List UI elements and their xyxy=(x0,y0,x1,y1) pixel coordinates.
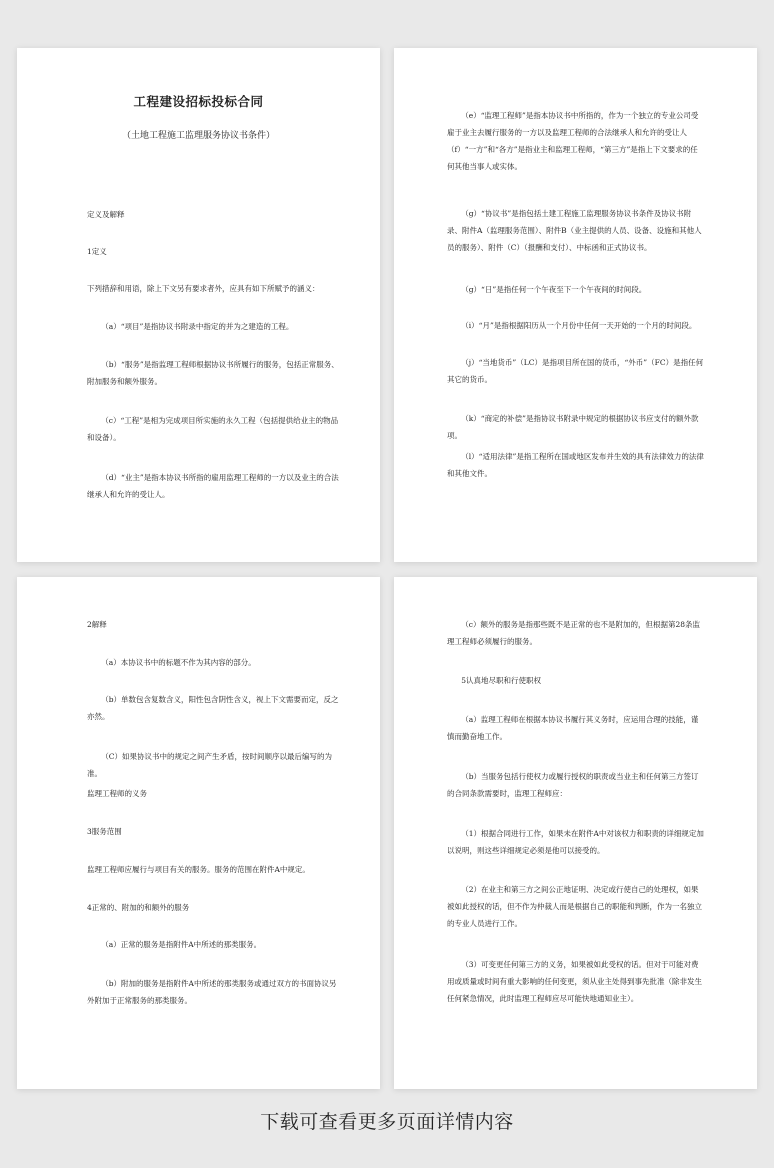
clause-heading: 3服务范围 xyxy=(87,827,122,836)
paragraph: （a）正常的服务是指附件A中所述的那类服务。 xyxy=(101,940,262,949)
paragraph: （c）“工程”是相为完成项目所实施的永久工程（包括提供给业主的物品和设备）。 xyxy=(87,416,339,442)
paragraph: （d）“业主”是指本协议书所指的雇用监理工程师的一方以及业主的合法继承人和允许的受让人。 xyxy=(87,473,339,499)
paragraph: （b）附加的服务是指附件A中所述的那类服务或通过双方的书面协议另外附加于正常服务的那类服务。 xyxy=(87,979,337,1005)
paragraph: 下列措辞和用语，除上下文另有要求者外，应具有如下所赋予的涵义： xyxy=(87,284,320,293)
document-page-3 xyxy=(17,577,380,1089)
paragraph: （3）可变更任何第三方的义务，如果被如此受权的话。但对于可能对费用或质量或时间有重大影响的任何变更，须从业主处得到事先批准（除非发生任何紧急情况，此时监理工程师应尽可能快地通知业主）。 xyxy=(447,960,702,1003)
document-page-1 xyxy=(17,48,380,562)
paragraph: （l）“适用法律”是指工程所在国或地区发布并生效的具有法律效力的法律和其他文件。 xyxy=(447,452,704,478)
clause-heading: 1定义 xyxy=(87,247,107,256)
clause-heading: 4正常的、附加的和额外的服务 xyxy=(87,903,190,912)
paragraph: （k）“商定的补偿”是指协议书附录中规定的根据协议书应支付的额外款项。 xyxy=(447,414,699,440)
clause-heading: 5认真地尽职和行使职权 xyxy=(461,676,542,685)
paragraph: （a）监理工程师在根据本协议书履行其义务时，应运用合理的技能，谨慎而勤奋地工作。 xyxy=(447,715,699,741)
paragraph: （a）本协议书中的标题不作为其内容的部分。 xyxy=(101,658,256,667)
paragraph: （b）单数包含复数含义，阳性包含阴性含义，视上下文需要而定，反之亦然。 xyxy=(87,695,339,721)
paragraph: （j）“当地货币”（LC）是指项目所在国的货币，“外币”（FC）是指任何其它的货币。 xyxy=(447,358,704,384)
paragraph: （g）“协议书”是指包括土建工程施工监理服务协议书条件及协议书附录、附件A（监理服务范围）、附件B（业主提供的人员、设备、设施和其他人员的服务）、附件（C）（报酬和支付）、中标函和正式协议书。 xyxy=(447,209,702,252)
paragraph: （a）“项目”是指协议书附录中指定的并为之建造的工程。 xyxy=(101,322,294,331)
paragraph: （1）根据合同进行工作，如果未在附件A中对该权力和职责的详细规定加以说明，则这些详细规定必须是他可以接受的。 xyxy=(447,829,704,855)
paragraph: （2）在业主和第三方之间公正地证明、决定或行使自己的处理权，如果被如此授权的话，但不作为仲裁人而是根据自己的职能和判断，作为一名独立的专业人员进行工作。 xyxy=(447,885,702,928)
paragraph: （b）“服务”是指监理工程师根据协议书所履行的服务，包括正常服务、附加服务和额外服务。 xyxy=(87,360,339,386)
paragraph: （i）“月”是指根据阳历从一个月份中任何一天开始的一个月的时间段。 xyxy=(461,321,697,330)
paragraph: （C）如果协议书中的规定之间产生矛盾，按时间顺序以最后编写的为准。 xyxy=(87,752,332,778)
paragraph: （b）当服务包括行使权力或履行授权的职责或当业主和任何第三方签订的合同条款需要时，监理工程师应： xyxy=(447,772,699,798)
document-page-4 xyxy=(394,577,757,1089)
section-heading: 定义及解释 xyxy=(87,210,125,219)
paragraph: 监理工程师应履行与项目有关的服务。服务的范围在附件A中规定。 xyxy=(87,865,310,874)
paragraph: （g）“日”是指任何一个午夜至下一个午夜间的时间段。 xyxy=(461,285,647,294)
download-more-caption: 下载可查看更多页面详情内容 xyxy=(260,1111,514,1133)
paragraph: （c）额外的服务是指那些既不是正常的也不是附加的，但根据第28条监理工程师必须履行的服务。 xyxy=(447,620,700,646)
document-page-2 xyxy=(394,48,757,562)
document-subtitle: （土地工程施工监理服务协议书条件） xyxy=(121,131,275,141)
document-title: 工程建设招标投标合同 xyxy=(133,94,264,109)
clause-heading: 2解释 xyxy=(87,620,107,629)
paragraph: （e）“监理工程师”是指本协议书中所指的，作为一个独立的专业公司受雇于业主去履行服务的一方以及监理工程师的合法继承人和允许的受让人（f）“一方”和“各方”是指业主和监理工程师，“第三方”是指上下文要求的任何其他当事人或实体。 xyxy=(447,111,699,171)
section-heading: 监理工程师的义务 xyxy=(87,789,147,798)
